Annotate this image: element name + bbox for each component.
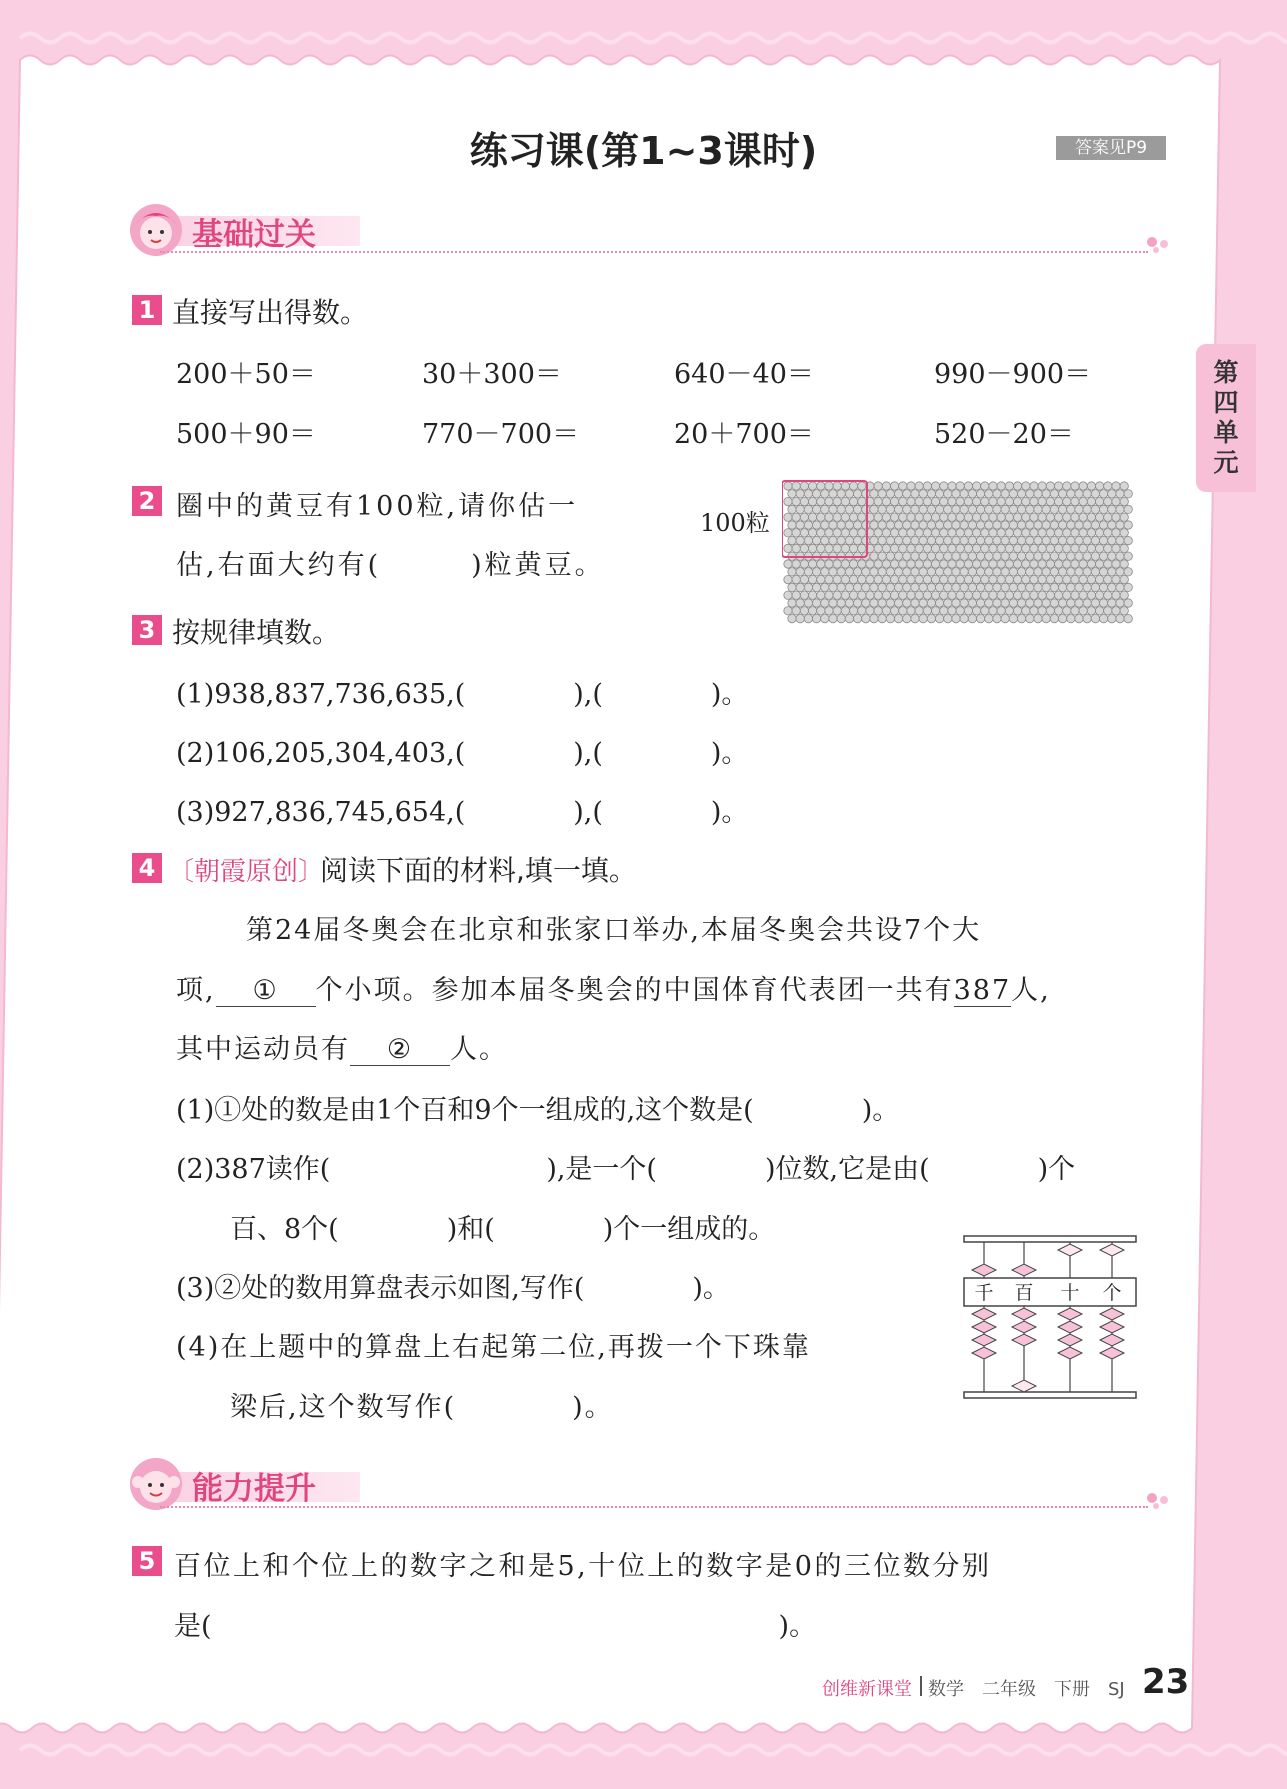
text: 人。 [450,1034,508,1065]
abacus-bead [1012,1321,1036,1333]
q4-sub-2-line-1: (2)387读作( ),是一个( )位数,它是由( )个 [176,1154,1076,1185]
q3-prompt: 按规律填数。 [172,616,341,649]
number-387: 387 [953,975,1012,1006]
answer-reference-badge: 答案见P9 [1056,136,1166,160]
abacus-bead [1012,1308,1036,1320]
abacus-place-label: 千 [974,1282,994,1304]
dots-decoration-icon [1144,234,1174,254]
q4-sub-1: (1)①处的数是由1个百和9个一组成的,这个数是( )。 [176,1095,900,1126]
abacus-bead [972,1321,996,1333]
q3-item: (3)927,836,745,654,( ),( )。 [176,797,749,828]
q1-item: 520－20＝ [934,419,1074,450]
section-divider [160,251,1148,253]
abacus-bead [972,1308,996,1320]
footer-brand: 创维新课堂 [822,1679,912,1700]
q5-line-1: 百位上和个位上的数字之和是5,十位上的数字是0的三位数分别 [174,1551,992,1582]
abacus-bead [1012,1334,1036,1346]
footer-book-info: 数学 二年级 下册 SJ [928,1679,1125,1700]
abacus-bead [1100,1347,1124,1359]
q2-line-2: 估,右面大约有( )粒黄豆。 [176,550,605,581]
abacus-bead [1012,1380,1036,1392]
abacus-place-label: 个 [1102,1282,1122,1304]
q4-sub-4-line-1: (4)在上题中的算盘上右起第二位,再拨一个下珠靠 [176,1332,811,1363]
abacus-bead [1012,1264,1036,1276]
q4-sub-3: (3)②处的数用算盘表示如图,写作( )。 [176,1273,730,1304]
abacus-place-label: 十 [1060,1282,1080,1304]
abacus-bead [972,1264,996,1276]
q1-item: 990－900＝ [934,359,1092,390]
q1-item: 30＋300＝ [422,359,562,390]
q3-item: (1)938,837,736,635,( ),( )。 [176,679,749,710]
abacus-bead [972,1347,996,1359]
q1-item: 20＋700＝ [674,419,814,450]
q1-item: 640－40＝ [674,359,814,390]
abacus-figure [960,1232,1140,1404]
text: 项, [176,975,216,1006]
text: 其中运动员有 [176,1034,350,1065]
question-number-5: 5 [132,1546,162,1576]
page-number: 23 [1142,1662,1190,1702]
q5-line-2: 是( )。 [174,1611,817,1642]
abacus-place-label: 百 [1014,1282,1034,1304]
blank-2: ② [350,1034,450,1066]
section-title-basics: 基础过关 [192,217,316,253]
monkey-mascot-icon [128,1456,184,1512]
q4-paragraph-line-2 [176,968,1051,1007]
abacus-bead [1058,1244,1082,1256]
q4-prompt: 阅读下面的材料,填一填。 [320,854,637,887]
abacus-bead [1058,1334,1082,1346]
page-title: 练习课(第1~3课时) [469,129,818,173]
abacus-bead [1100,1244,1124,1256]
q3-item: (2)106,205,304,403,( ),( )。 [176,738,749,769]
abacus-bead [1100,1334,1124,1346]
footer-separator [920,1676,922,1696]
question-number-3: 3 [132,615,162,645]
q1-prompt: 直接写出得数。 [172,296,369,329]
text: 人, [1011,975,1051,1006]
abacus-bead [1100,1308,1124,1320]
abacus-bead [1058,1321,1082,1333]
section-title-advanced: 能力提升 [192,1471,316,1507]
q4-sub-2-line-2: 百、8个( )和( )个一组成的。 [230,1214,776,1245]
q4-sub-4-line-2: 梁后,这个数写作( )。 [230,1392,614,1423]
q1-item: 770－700＝ [422,419,580,450]
soybeans-figure [782,480,1136,630]
abacus-bead [972,1334,996,1346]
question-number-2: 2 [132,486,162,516]
q2-line-1: 圈中的黄豆有100粒,请你估一 [176,491,579,522]
abacus-bead [1100,1321,1124,1333]
q1-item: 500＋90＝ [176,419,316,450]
q4-paragraph-line-3 [176,1027,508,1066]
abacus-bead [1058,1347,1082,1359]
girl-mascot-icon [128,202,184,258]
blank-1: ① [216,975,316,1007]
q1-item: 200＋50＝ [176,359,316,390]
q4-paragraph-line-1: 第24届冬奥会在北京和张家口举办,本届冬奥会共设7个大 [246,915,982,946]
unit-tab-label: 第四单元 [1213,358,1239,477]
section-divider [160,1506,1148,1508]
question-number-1: 1 [132,295,162,325]
abacus-bead [1058,1308,1082,1320]
dots-decoration-icon [1144,1490,1174,1510]
bean-figure-label: 100粒 [700,509,770,537]
question-number-4: 4 [132,853,162,883]
q4-original-tag: 〔朝霞原创〕 [168,857,325,887]
text: 个小项。参加本届冬奥会的中国体育代表团一共有 [315,975,954,1006]
